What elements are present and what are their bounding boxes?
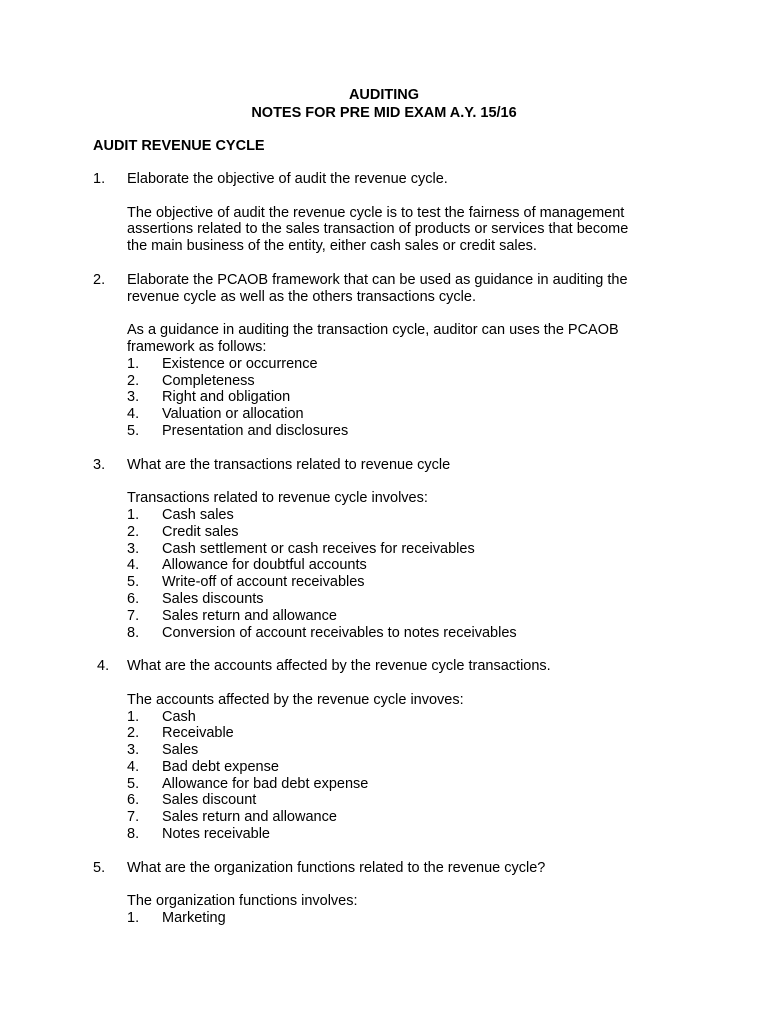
answer-list: [127, 356, 693, 440]
question-5: [93, 860, 693, 877]
answer-line: the main business of the entity, either cash sales or credit sales.: [127, 238, 537, 255]
list-item: 8. Notes receivable: [127, 826, 270, 843]
list-item: 4. Valuation or allocation: [127, 406, 304, 423]
question-number: 5.: [93, 859, 106, 876]
list-item: 6. Sales discounts: [127, 590, 264, 607]
list-item: 3. Sales: [127, 742, 199, 759]
question-line: Elaborate the PCAOB framework that can be used as guidance in auditing the: [127, 271, 628, 288]
question-3: [93, 457, 693, 474]
answer-3: [127, 490, 693, 641]
question-4: [93, 658, 693, 675]
list-item: 6. Sales discount: [127, 792, 257, 809]
list-item: 2. Receivable: [127, 725, 234, 742]
title-line-1: AUDITING: [348, 87, 420, 103]
answer-2: [127, 322, 693, 440]
list-item: 7. Sales return and allowance: [127, 607, 337, 624]
question-text: What are the transactions related to revenue cycle: [127, 456, 451, 473]
document-title: [0, 86, 768, 122]
list-item: 3. Cash settlement or cash receives for receivables: [127, 540, 475, 557]
list-item: 5. Presentation and disclosures: [127, 422, 349, 439]
answer-line: assertions related to the sales transaction of products or services that become: [127, 221, 629, 238]
question-number: 2.: [93, 271, 106, 288]
answer-list: [127, 507, 693, 641]
question-number: 4.: [97, 658, 110, 675]
answer-list: [127, 709, 693, 843]
list-item: 3. Right and obligation: [127, 389, 291, 406]
question-number: 3.: [93, 456, 106, 473]
question-text: [127, 272, 693, 306]
answer-list: [127, 910, 693, 927]
list-item: 1. Existence or occurrence: [127, 355, 318, 372]
answer-5: [127, 893, 693, 927]
list-item: 4. Allowance for doubtful accounts: [127, 557, 367, 574]
question-number: 1.: [93, 171, 106, 187]
answer-4: [127, 692, 693, 843]
list-item: 1. Cash sales: [127, 506, 234, 523]
list-item: 8. Conversion of account receivables to notes receivables: [127, 624, 517, 641]
document-body: [93, 171, 693, 927]
list-item: 2. Completeness: [127, 372, 255, 389]
question-text: What are the organization functions related to the revenue cycle?: [127, 859, 546, 876]
answer-line: The objective of audit the revenue cycle is to test the fairness of management: [127, 204, 625, 221]
answer-1: [127, 205, 693, 255]
list-item: 2. Credit sales: [127, 523, 239, 540]
title-line-2: NOTES FOR PRE MID EXAM A.Y. 15/16: [251, 105, 517, 121]
answer-line: The organization functions involves:: [127, 893, 358, 910]
list-item: 5. Allowance for bad debt expense: [127, 775, 369, 792]
list-item: 5. Write-off of account receivables: [127, 574, 365, 591]
question-1: [93, 171, 693, 188]
answer-line: framework as follows:: [127, 338, 267, 355]
answer-line: As a guidance in auditing the transaction cycle, auditor can uses the PCAOB: [127, 322, 619, 339]
list-item: 7. Sales return and allowance: [127, 809, 337, 826]
section-heading: AUDIT REVENUE CYCLE: [93, 138, 265, 154]
list-item: 1. Cash: [127, 708, 196, 725]
question-2: [93, 272, 693, 306]
list-item: 1. Marketing: [127, 910, 226, 927]
answer-line: Transactions related to revenue cycle involves:: [127, 490, 428, 507]
question-line: revenue cycle as well as the others transactions cycle.: [127, 288, 476, 305]
answer-line: The accounts affected by the revenue cycle invoves:: [127, 691, 464, 708]
question-text: Elaborate the objective of audit the revenue cycle.: [127, 171, 448, 187]
list-item: 4. Bad debt expense: [127, 758, 279, 775]
question-text: What are the accounts affected by the revenue cycle transactions.: [127, 658, 551, 675]
